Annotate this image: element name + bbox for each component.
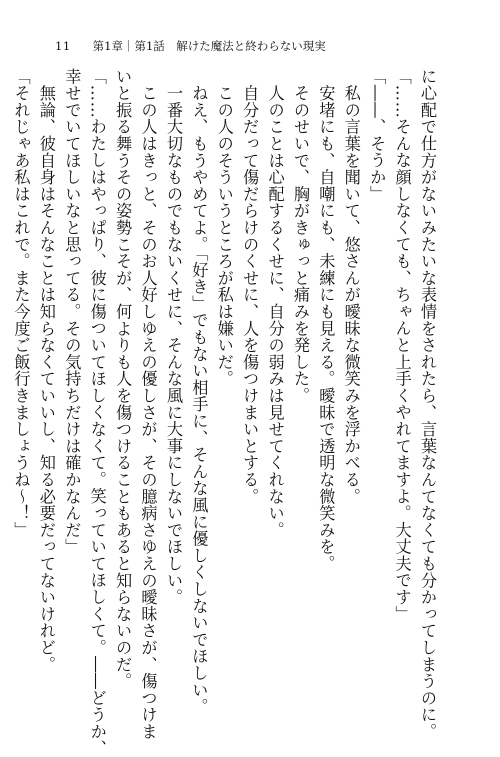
text-line: 一番大切なものでもないくせに、そんな風に大事にしないでほしい。 (163, 68, 183, 606)
text-line: この人はきっと、そのお人好しゆえの優しさが、その臆病さゆえの曖昧さが、傷つけま (138, 68, 158, 740)
text-line: 人のことは心配するくせに、自分の弱みは見せてくれない。 (265, 68, 285, 539)
chapter-title: 第1章｜第1話 解けた魔法と終わらない現実 (92, 39, 326, 53)
text-line: 幸せでいてほしいなと思ってる。その気持ちだけは確かなんだ」 (62, 68, 82, 556)
text-line: 「……わたしはやっぱり、彼に傷ついてほしくなくて。笑っていてほしくて。――どうか、 (87, 68, 107, 757)
text-line: に心配で仕方がないみたいな表情をされたら、言葉なんてなくても分かってしまうのに。 (418, 68, 437, 740)
running-header (55, 36, 460, 56)
text-line: 自分だって傷だらけのくせに、人を傷つけまいとする。 (240, 68, 260, 505)
text-line: 「――、そうか」 (367, 68, 387, 203)
text-line: 「それじゃあ私はこれで。また今度ご飯行きましょうね～！」 (11, 68, 31, 539)
text-line: いと振る舞うその姿勢こそが、何よりも人を傷つけることもあると知らないのだ。 (113, 68, 133, 690)
text-line: そのせいで、胸がきゅっと痛みを発した。 (290, 68, 310, 404)
text-line: 安堵にも、自嘲にも、未練にも見える。曖昧で透明な微笑みを。 (316, 68, 336, 572)
vertical-text-body (11, 68, 440, 757)
text-line: 「……そんな顔しなくても、ちゃんと上手くやれてますよ。大丈夫です」 (392, 68, 412, 623)
text-line: 私の言葉を聞いて、悠さんが曖昧な微笑みを浮かべる。 (341, 68, 361, 505)
text-line: ねえ、もうやめてよ。「好き」でもない相手に、そんな風に優しくしないでほしい。 (189, 68, 209, 716)
text-line: この人のそういうところが私は嫌いだ。 (214, 68, 234, 388)
text-line: 無論、彼自身はそんなことは知らなくていいし、知る必要だってないけれど。 (36, 68, 56, 673)
page-number: 11 (55, 39, 71, 53)
